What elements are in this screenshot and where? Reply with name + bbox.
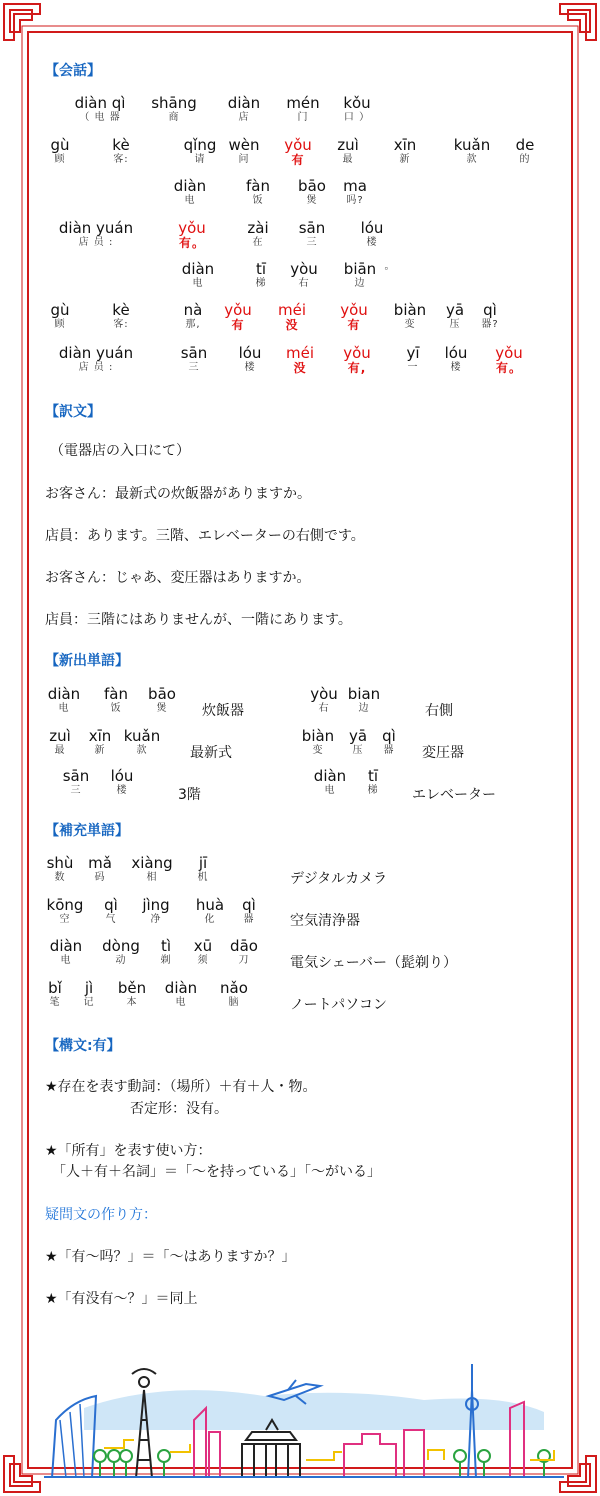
token: lóu 楼 [444, 344, 468, 373]
token: bāo 煲 [298, 177, 326, 206]
token: yòu 右 [290, 260, 318, 289]
section-title-grammar: 【構文:有】 [45, 1038, 121, 1054]
token: tì 剃 [160, 937, 172, 966]
new-word-meaning: 右側 [425, 703, 453, 719]
section-title-extra-words: 【補充単語】 [45, 823, 129, 839]
question-pattern-1: ★「有～吗？」＝「～はありますか？」 [45, 1249, 296, 1265]
token: kǒu 口 ） [343, 94, 371, 123]
section-title-dialogue: 【会話】 [45, 63, 101, 79]
token: zài 在 [247, 219, 269, 248]
token: jì 记 [83, 979, 95, 1008]
token: fàn 饭 [104, 685, 128, 714]
token: sān 三 [298, 219, 326, 248]
token: sān 三 [180, 344, 208, 373]
token: tī 梯 [367, 767, 379, 796]
token: dòng 动 [102, 937, 140, 966]
token: zuì 最 [49, 727, 71, 756]
question-title: 疑問文の作り方： [45, 1207, 157, 1223]
token: bāo 煲 [148, 685, 176, 714]
token: bian 边 [347, 685, 381, 714]
translation-line-2: 店員：あります。三階、エレベーターの右側です。 [45, 528, 365, 544]
token: běn 本 [117, 979, 147, 1008]
grammar-existence: ★存在を表す動詞：（場所）＋有＋人・物。 [45, 1079, 317, 1095]
token: 。 [384, 261, 396, 272]
token: diàn yuán 店 员 : [58, 219, 134, 248]
token: bǐ 笔 [48, 979, 62, 1008]
token: gù 顾 [50, 136, 70, 165]
token: kè 客: [112, 301, 130, 330]
translation-line-3: お客さん：じゃあ、変圧器はありますか。 [45, 570, 311, 586]
token: biān 边 [343, 260, 377, 289]
token: lóu 楼 [110, 767, 134, 796]
token: jìng 净 [142, 896, 170, 925]
token: lóu 楼 [360, 219, 384, 248]
token: mén 门 [286, 94, 320, 123]
token: kōng 空 [46, 896, 84, 925]
token: mǎ 码 [88, 854, 112, 883]
token: dāo 刀 [230, 937, 258, 966]
new-word-meaning: 3階 [178, 787, 201, 803]
token-highlight: yǒu 有 [224, 301, 252, 332]
token: xiàng 相 [131, 854, 173, 883]
token: wèn 问 [228, 136, 260, 165]
token: lóu 楼 [238, 344, 262, 373]
token: nǎo 脑 [220, 979, 248, 1008]
token: qǐng 请 [183, 136, 217, 165]
token: kuǎn 款 [123, 727, 161, 756]
token: huà 化 [195, 896, 225, 925]
token: diàn qì （ 电 器 [74, 94, 126, 123]
token: nà 那, [183, 301, 203, 330]
grammar-possession-example: 「人＋有＋名詞」＝「～を持っている」「～がいる」 [52, 1164, 381, 1180]
token: yā 压 [445, 301, 465, 330]
translation-line-1: お客さん：最新式の炊飯器がありますか。 [45, 486, 311, 502]
token: diàn 电 [164, 979, 198, 1008]
token: diàn 店 [227, 94, 261, 123]
token-highlight: yǒu 有 [284, 136, 312, 167]
extra-word-meaning: ノートパソコン [290, 997, 388, 1013]
city-skyline-illustration [44, 1360, 564, 1478]
token-highlight: yǒu 有。 [495, 344, 523, 375]
token: qì 器 [382, 727, 396, 756]
token: diàn 电 [313, 767, 347, 796]
token: fàn 饭 [246, 177, 270, 206]
token: yī 一 [406, 344, 420, 373]
token: qì 器? [481, 301, 499, 330]
token: diàn yuán 店 员 : [58, 344, 134, 373]
token-highlight: yǒu 有 [340, 301, 368, 332]
token-highlight: yǒu 有, [343, 344, 371, 375]
token: diàn 电 [49, 937, 83, 966]
token: tī 梯 [255, 260, 267, 289]
extra-word-meaning: 空気清浄器 [290, 913, 360, 929]
new-word-meaning: 炊飯器 [202, 703, 244, 719]
token: kuǎn 款 [453, 136, 491, 165]
token: shāng 商 [151, 94, 197, 123]
section-title-translation: 【訳文】 [45, 404, 101, 420]
token: biàn 变 [393, 301, 427, 330]
token: qì 气 [104, 896, 118, 925]
token: diàn 电 [181, 260, 215, 289]
extra-word-meaning: デジタルカメラ [290, 871, 388, 887]
token: jī 机 [197, 854, 209, 883]
token: diàn 电 [47, 685, 81, 714]
token: diàn 电 [173, 177, 207, 206]
new-word-meaning: 変圧器 [422, 745, 464, 761]
translation-line-4: 店員：三階にはありませんが、一階にあります。 [45, 612, 352, 628]
grammar-negative: 否定形：没有。 [130, 1101, 228, 1117]
token: xīn 新 [88, 727, 112, 756]
translation-line-0: （電器店の入口にて） [50, 443, 190, 459]
token: ma 吗? [343, 177, 367, 206]
section-title-new-words: 【新出単語】 [45, 653, 129, 669]
grammar-possession: ★「所有」を表す使い方： [45, 1143, 212, 1159]
token-highlight: yǒu 有。 [178, 219, 206, 250]
token: xū 须 [193, 937, 213, 966]
new-word-meaning: 最新式 [190, 745, 232, 761]
token: yòu 右 [310, 685, 338, 714]
token: shù 数 [46, 854, 74, 883]
token: gù 顾 [50, 301, 70, 330]
token: qì 器 [242, 896, 256, 925]
token: de 的 [515, 136, 535, 165]
new-word-meaning: エレベーター [412, 787, 496, 803]
token: biàn 变 [301, 727, 335, 756]
token: yā 压 [348, 727, 368, 756]
token: zuì 最 [337, 136, 359, 165]
extra-word-meaning: 電気シェーバー（髭剃り） [290, 955, 458, 971]
token-highlight: méi 没 [277, 301, 306, 332]
token: xīn 新 [393, 136, 417, 165]
token-highlight: méi 没 [285, 344, 314, 375]
token: sān 三 [62, 767, 90, 796]
token: kè 客: [112, 136, 130, 165]
question-pattern-2: ★「有没有～？」＝同上 [45, 1291, 198, 1307]
